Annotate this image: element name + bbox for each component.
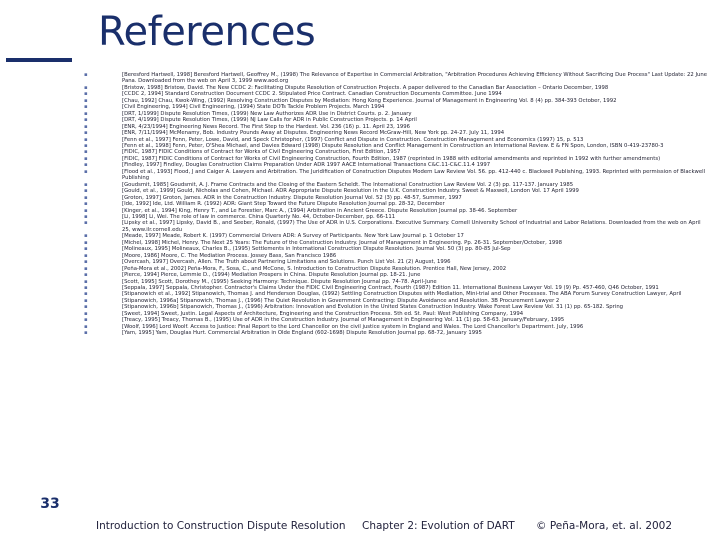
reference-text: [Overcash, 1997] Overcash, Allen. The Truth about Partnering Limitations and Solutions. Punch List Vol. 21 (2) August, 1996: [122, 259, 451, 266]
bullet-icon: ▪: [84, 117, 88, 124]
bullet-icon: ▪: [84, 97, 88, 104]
reference-text: [Gould, et al., 1999] Gould, Nicholas and Cohen, Michael. ADR Appropriate Dispute Resolution in the U.K. Construction Industry. Sweet & Maxwell, London Vol. 17 April 1999: [122, 188, 579, 195]
page-number: 33: [40, 496, 60, 512]
reference-text: [Li, 1998] Li, Wei. The role of law in commerce. China Quarterly No. 44, October-December, pp. 66-111: [122, 213, 396, 220]
bullet-icon: ▪: [84, 233, 88, 240]
bullet-icon: ▪: [84, 142, 88, 149]
footer-course-title: Introduction to Construction Dispute Resolution: [96, 520, 346, 532]
reference-text: [Findley, 1997] Findley, Douglas Construction Claims Preparation Under ADR 1997 AACE International Transactions C&C.11-C&C.11.4 1997: [122, 162, 491, 169]
reference-text: [Beresford Hartwell, 1998] Beresford Hartwell, Geoffrey M., (1998) The Relevance of Expertise in Commercial Arbitration, "Arbitration Procedures Achieving Efficiency Without Sacrificing Due Process" Last Update: 22 June Pana. Downloaded from the web on April 3, 1999 www.aod.org: [122, 72, 707, 85]
slide-title: References: [98, 9, 316, 55]
bullet-icon: ▪: [84, 310, 88, 317]
bullet-icon: ▪: [84, 155, 88, 162]
bullet-icon: ▪: [84, 162, 88, 169]
bullet-icon: ▪: [84, 104, 88, 111]
reference-text: [ENR, 7/11/1994] McMenamy, Bob. Industry Pounds Away at Disputes. Engineering News Record McGraw-Hill, New York pp. 24-27. July 11, 1994: [122, 130, 505, 137]
bullet-icon: ▪: [84, 130, 88, 137]
bullet-icon: ▪: [84, 259, 88, 266]
reference-item: [84, 330, 708, 336]
bullet-icon: ▪: [84, 213, 88, 220]
reference-text: [Ide, 1992] Ide, Ltd. William R. (1992) ADR: Giant Step Toward the Future Dispute Resolution Journal pp. 28-32, December: [122, 201, 445, 208]
bullet-icon: ▪: [84, 110, 88, 117]
bullet-icon: ▪: [84, 123, 88, 130]
reference-text: [Woolf, 1996] Lord Woolf. Access to Justice: Final Report to the Lord Chancellor on the civil justice system in England and Wales. The Lord Chancellor's Department. July, 1996: [122, 323, 584, 330]
bullet-icon: ▪: [84, 297, 88, 304]
bullet-icon: ▪: [84, 201, 88, 208]
footer-chapter: Chapter 2: Evolution of DART: [362, 520, 515, 532]
bullet-icon: ▪: [84, 304, 88, 311]
bullet-icon: ▪: [84, 181, 88, 188]
reference-text: [Groton, 1997] Groton, James. ADR in the Construction Industry. Dispute Resolution Journal Vol. 52 (3) pp. 48-57, Summer, 1997: [122, 194, 462, 201]
reference-text: [Seppala, 1997] Seppala, Christopher. Contractor's Claims Under the FIDIC Civil Engineering Contract, Fourth (1987) Edition 11. International Business Lawyer Vol. 19 (9) Pp. 457-460, Q46 October, 1991: [122, 284, 659, 291]
reference-text: [Michel, 1998] Michel, Henry. The Next 25 Years: The Future of the Construction Industry. Journal of Management in Engineering. Pp. 26-31. September/October, 1998: [122, 239, 562, 246]
reference-text: [Pierce, 1994] Pierce, Lemmie D., (1994) Mediation Prospers in China. Dispute Resolution Journal pp. 18-21. June: [122, 272, 421, 279]
bullet-icon: ▪: [84, 323, 88, 330]
bullet-icon: ▪: [84, 194, 88, 201]
bullet-icon: ▪: [84, 188, 88, 195]
reference-text: [Lipsky et al., 1997] Lipsky, David B., and Seeber, Ronald, (1997) The Use of ADR in U.S. Corporations. Executive Summary. Cornell University School of Industrial and Labor Relations. Downloaded from the web on April 25, www.ilr.cornell.edu: [122, 220, 701, 233]
bullet-icon: ▪: [84, 84, 88, 91]
bullet-icon: ▪: [84, 291, 88, 298]
reference-list: [84, 72, 708, 512]
reference-text: [Kinger, et al., 1994] King, Henry T., and Le Forestier, Marc A., (1994) Arbitration in Ancient Greece. Dispute Resolution Journal pp. 38-46. September: [122, 207, 518, 214]
bullet-icon: ▪: [84, 284, 88, 291]
reference-text: [Scott, 1995] Scott, Dorothey M., (1995) Seeking Harmony: Technique. Dispute Resolution Journal pp. 74-78. April-June: [122, 278, 437, 285]
reference-text: [CCDC 2, 1994] Standard Construction Document CCDC 2. Stipulated Price Contract. Canadian Construction Documents Committee. June 1994: [122, 91, 502, 98]
reference-text: [Moore, 1986] Moore, C. The Mediation Process. Jossey Bass, San Francisco 1986: [122, 252, 337, 259]
reference-text: [FIDIC, 1987] FIDIC Conditions of Contract for Works of Civil Engineering Construction, First Edition, 1957: [122, 149, 401, 156]
reference-text: [DRT, 4/1999] Dispute Resolution Times, (1999) NJ Law Calls for ADR in Public Construction Projects. p. 14 April: [122, 117, 417, 124]
bullet-icon: ▪: [84, 278, 88, 285]
footer: [0, 518, 720, 536]
bullet-icon: ▪: [84, 252, 88, 259]
reference-text: [Bristow, 1998] Bristow, David. The New CCDC 2: Facilitating Dispute Resolution of Construction Projects. A paper delivered to the Canadian Bar Association – Ontario December, 1998: [122, 84, 609, 91]
reference-item: [84, 220, 708, 233]
bullet-icon: ▪: [84, 330, 88, 337]
reference-text: [Goudsmit, 1985] Goudsmit, A. J. Frame Contracts and the Closing of the Eastern Scheldt. The International Construction Law Review Vol. 2 (3) pp. 117-137. January 1985: [122, 181, 574, 188]
bullet-icon: ▪: [84, 265, 88, 272]
reference-text: [ENR, 4/23/1994] Engineering News Record. The First Step to the Hardest. Vol. 236 (16) p. 11. April 23, 1996: [122, 123, 410, 130]
bullet-icon: ▪: [84, 246, 88, 253]
bullet-icon: ▪: [84, 317, 88, 324]
reference-text: [Stipanowich, 1996b] Stipanowich, Thomas J., (1996) Arbitration: Innovation and Evolution in the United States Construction Industry. Wake Forest Law Review Vol. 31 (1) pp. 65-182. Spring: [122, 304, 624, 311]
reference-text: [Peña-Mora et al., 2002] Peña-Mora, F., Sosa, C., and McCone, S. Introduction to Construction Dispute Resolution. Prentice Hall, New Jersey, 2002: [122, 265, 507, 272]
bullet-icon: ▪: [84, 136, 88, 143]
reference-text: [Molineaux, 1995] Molineaux, Charles B., (1995) Settlements in International Construction Dispute Resolution. Journal Vol. 50 (3) pp. 80-85 Jul-Sep: [122, 246, 511, 253]
reference-text: [DRT, 1/1999] Dispute Resolution Times, (1999) New Law Authorizes ADR Use in District Courts. p. 2. January: [122, 110, 412, 117]
reference-item: [84, 169, 708, 182]
reference-text: [Fenn et al., 1997] Fenn, Peter, Lowe, David, and Speck Christopher, (1997) Conflict and Dispute in Construction. Construction Management and Economics (1997) 15, p. 513: [122, 136, 584, 143]
reference-text: [Meade, 1997] Meade, Robert K. (1997) Commercial Drivers ADR: A Survey of Participants. New York Law Journal p. 1 October 17: [122, 233, 464, 240]
bullet-icon: ▪: [84, 220, 88, 227]
reference-text: [Fenn et al., 1998] Fenn, Peter, O'Shea Michael, and Davies Edward (1998) Dispute Resolution and Conflict Management in Construction an International Review. E & FN Spon, London, ISBN 0-419-23780-3: [122, 142, 664, 149]
bullet-icon: ▪: [84, 239, 88, 246]
footer-copyright: © Peña-Mora, et. al. 2002: [536, 520, 673, 532]
reference-text: [Flood et al., 1993] Flood, J and Caiger A. Lawyers and Arbitration. The Juridification of Construction Disputes Modern Law Review Vol. 56. pp. 412-440 c. Blackwell Publishing, 1993. Reprinted with permission of Blackwell Publishing: [122, 168, 706, 182]
bullet-icon: ▪: [84, 91, 88, 98]
reference-text: [Stipanowich, 1996a] Stipanowich, Thomas J., (1996) The Quiet Revolution in Government Contracting: Dispute Avoidance and Resolution. 3B Procurement Lawyer 2: [122, 297, 560, 304]
bullet-icon: ▪: [84, 207, 88, 214]
reference-item: [84, 72, 708, 85]
bullet-icon: ▪: [84, 272, 88, 279]
reference-text: [Yam, 1995] Yam, Douglas Hurt. Commercial Arbitration in Olde England (602-1698) Dispute Resolution Journal pp. 68-72, January 1995: [122, 330, 482, 337]
bullet-icon: ▪: [84, 149, 88, 156]
bullet-icon: ▪: [84, 168, 88, 175]
reference-text: [Civil Engineering, 1994] Civil Engineering, (1994) State DOTs Tackle Problem Projects. March 1994: [122, 104, 385, 111]
left-margin-bar: [28, 62, 72, 520]
reference-text: [Chau, 1992] Chau, Kwok-Wing, (1992) Resolving Construction Disputes by Mediation: Hong Kong Experience. Journal of Management in Engineering Vol. 8 (4) pp. 384-393 October, 1992: [122, 97, 617, 104]
reference-text: [Stipanowich et al., 1992] Stipanowich, Thomas J. and Henderson Douglas, (1992) Settling Construction Disputes with Mediation, Mini-trial and Other Processes. The ABA Forum Survey Construction Lawyer, April: [122, 291, 682, 298]
reference-text: [FIDIC, 1987] FIDIC Conditions of Contract for Works of Civil Engineering Construction, Fourth Edition, 1987 (reprinted in 1988 with editorial amendments and reprinted in 1992 with further amendments): [122, 155, 661, 162]
reference-text: [Sweet, 1994] Sweet, Justin. Legal Aspects of Architecture, Engineering and the Construction Process. 5th ed. St. Paul: West Publishing Company, 1994: [122, 310, 524, 317]
reference-text: [Treacy, 1995] Treacy, Thomas B., (1995) Use of ADR in the Construction Industry. Journal of Management in Engineering Vol. 11 (1) pp. 58-63. January/February, 1995: [122, 317, 565, 324]
bullet-icon: ▪: [84, 72, 88, 78]
